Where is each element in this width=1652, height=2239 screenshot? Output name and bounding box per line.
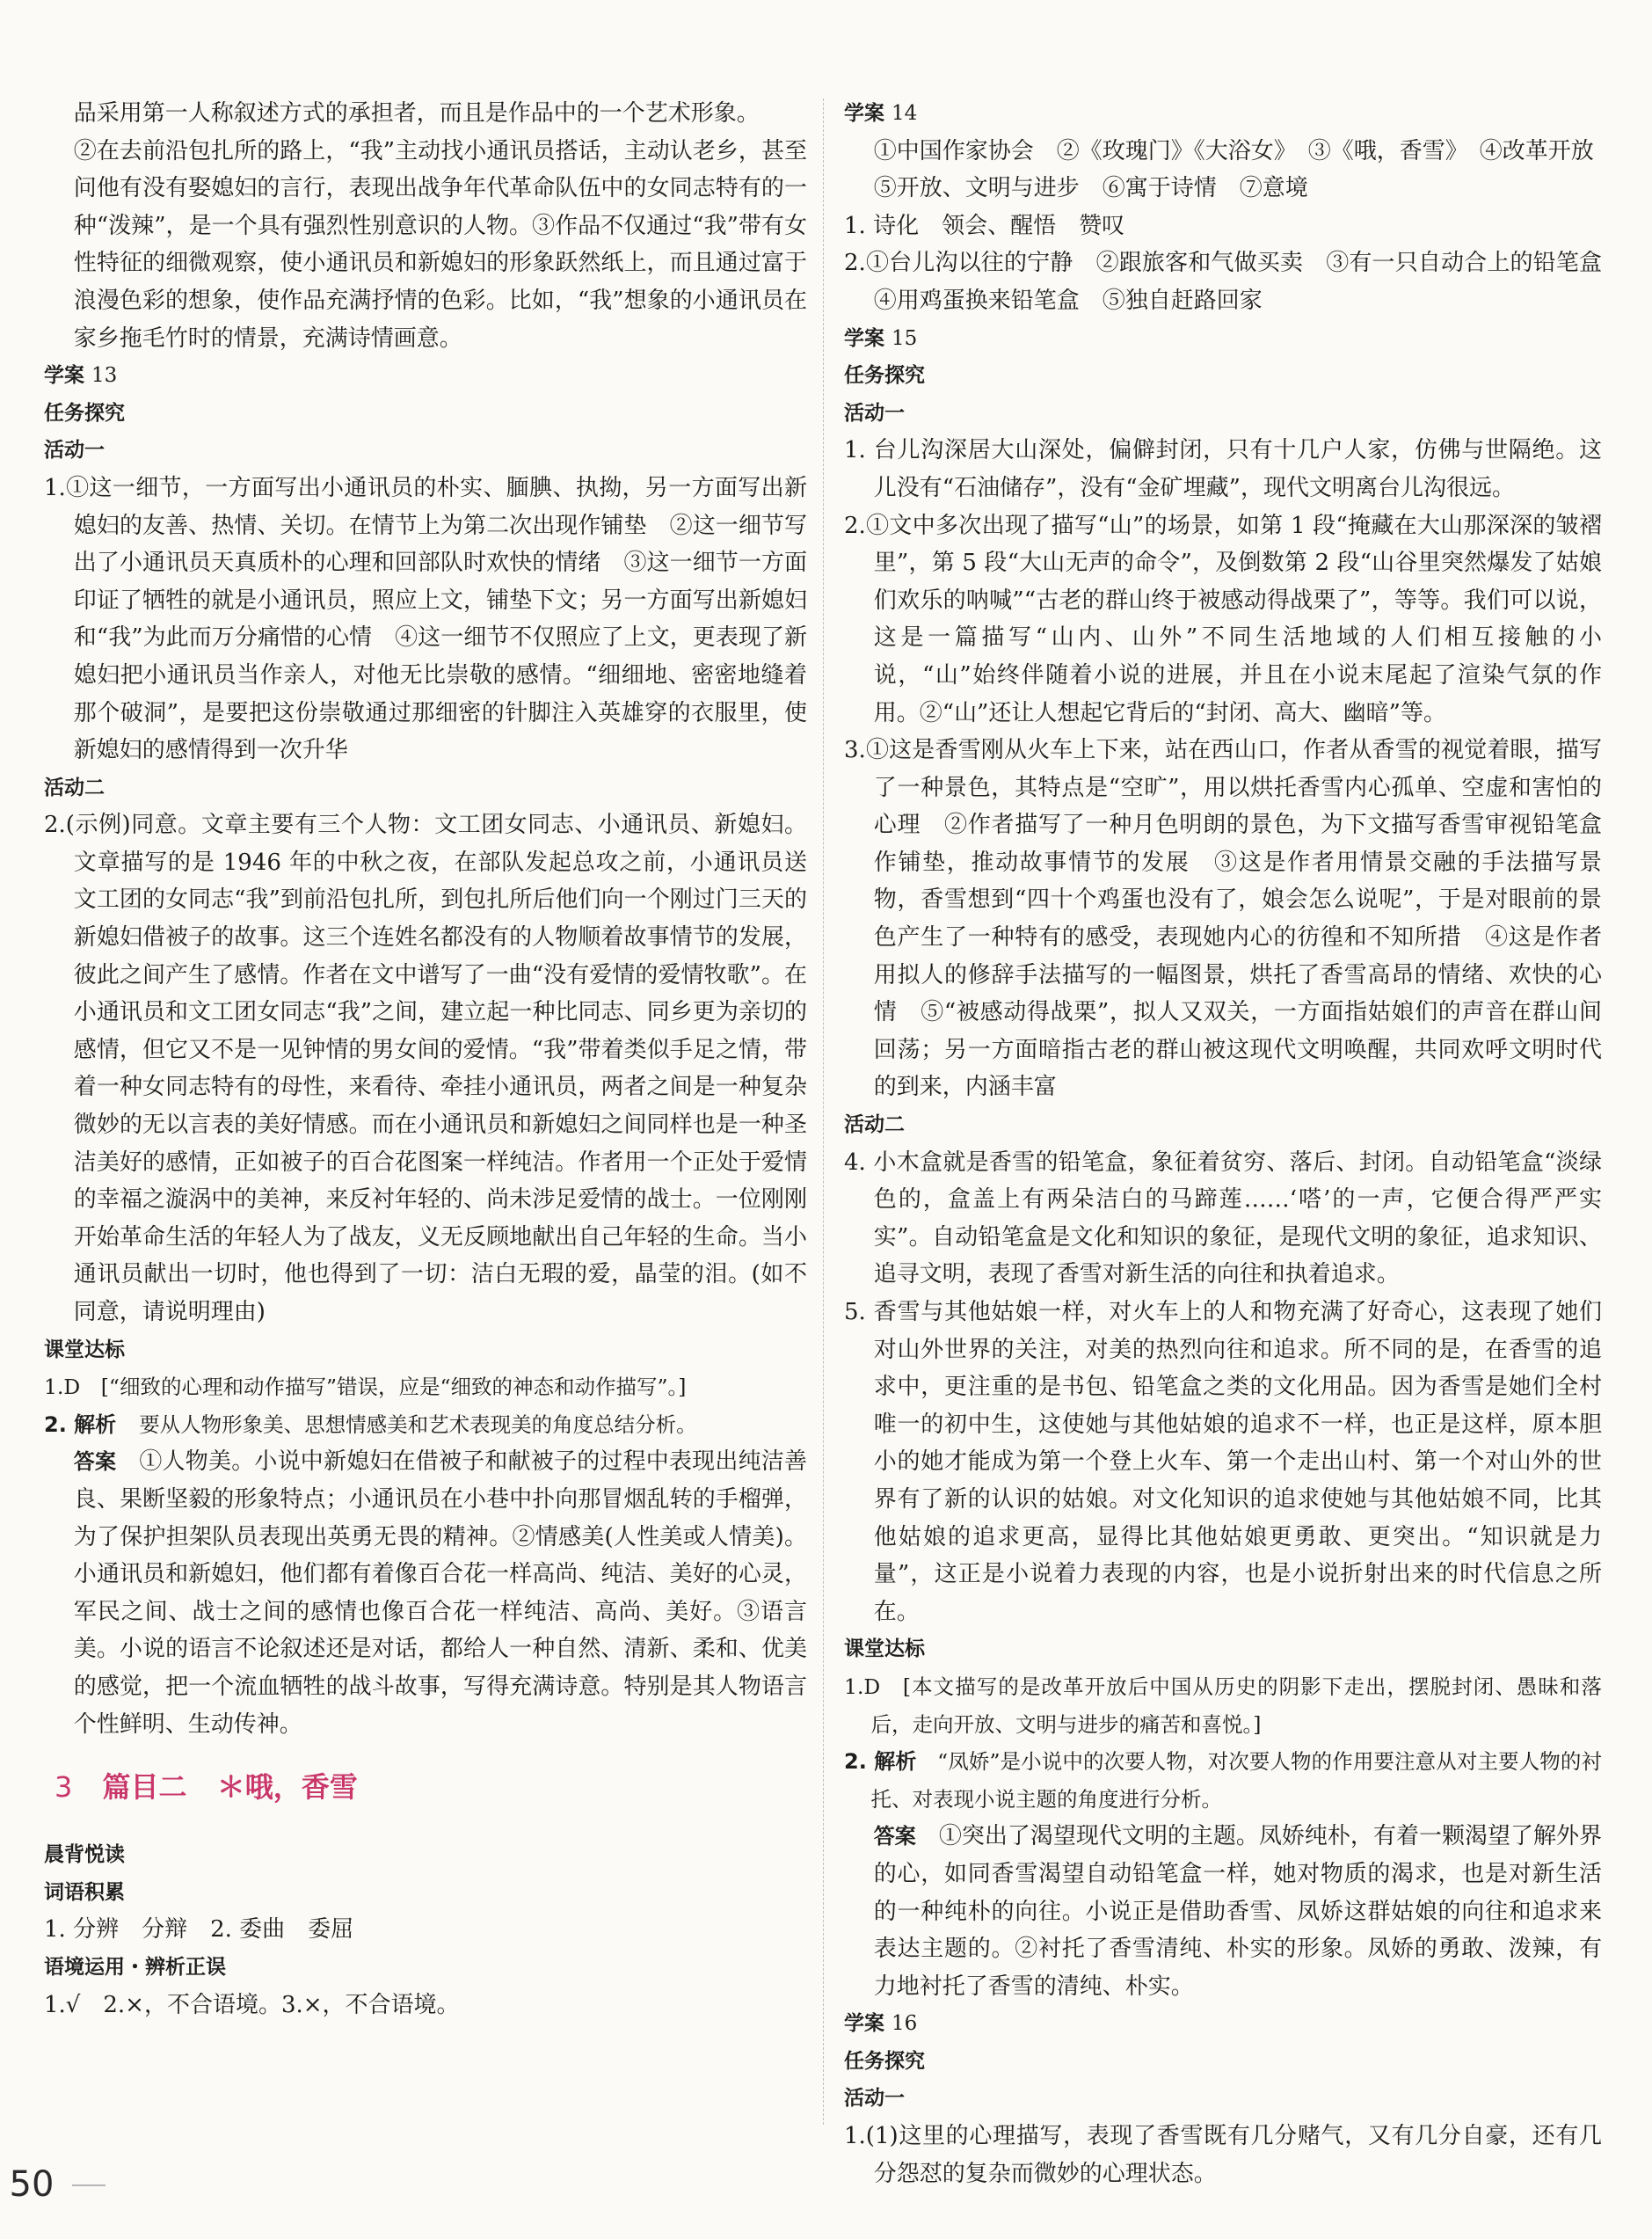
section-heading: 任务探究 [844, 364, 925, 388]
answer-item: 4. 小木盒就是香雪的铅笔盒，象征着贫穷、落后、封闭。自动铅笔盒“淡绿色的，盒盖上有两朵洁白的马蹄莲……‘嗒’的一声，它便合得严严实实”。自动铅笔盒是文化和知识的象征，是现代文明的象征，追求知识、追寻文明，表现了香雪对新生活的向往和执着追求。 [844, 1149, 1602, 1288]
answer-item: 2.①台儿沟以往的宁静 ②跟旅客和气做买卖 ③有一只自动合上的铅笔盒 ④用鸡蛋换来铅笔盒 ⑤独自赶路回家 [844, 250, 1626, 314]
column-divider [823, 98, 824, 2125]
paragraph: ②在去前沿包扎所的路上，“我”主动找小通讯员搭话，主动认老乡，甚至问他有没有娶媳妇的言行，表现出战争年代革命队伍中的女同志特有的一种“泼辣”，是一个具有强烈性别意识的人物。③作品不仅通过“我”带有女性特征的细微观察，使小通讯员和新媳妇的形象跃然纸上，而且通过富于浪漫色彩的想象，使作品充满抒情的色彩。比如，“我”想象的小通讯员在家乡拖毛竹时的情景，充满诗情画意。 [73, 137, 807, 352]
answer-item: ①中国作家协会 ②《玫瑰门》《大浴女》 ③《哦，香雪》 ④改革开放 [873, 137, 1594, 164]
answer-item: 1.(1)这里的心理描写，表现了香雪既有几分赌气，又有几分自豪，还有几分怨怼的复杂而微妙的心理状态。 [844, 2123, 1602, 2187]
answer-item: 答案 ①突出了渴望现代文明的主题。凤娇纯朴，有着一颗渴望了解外界的心，如同香雪渴望自动铅笔盒一样，她对物质的渴求，也是对新生活的一种纯朴的向往。小说正是借助香雪、凤娇这群姑娘的向往和追求来表达主题的。②衬托了香雪清纯、朴实的形象。凤娇的勇敢、泼辣，有力地衬托了香雪的清纯、朴实。 [873, 1823, 1602, 2000]
answer-item: 2.①文中多次出现了描写“山”的场景，如第 1 段“掩藏在大山那深深的皱褶里”，第 5 段“大山无声的命令”，及倒数第 2 段“山谷里突然爆发了姑娘们欢乐的呐喊”“古老的群山终于被感动得战栗了”，等等。我们可以说，这是一篇描写“山内、山外”不同生活地域的人们相互接触的小说，“山”始终伴随着小说的进展，并且在小说末尾起了渲染气氛的作用。②“山”还让人想起它背后的“封闭、高大、幽暗”等。 [844, 512, 1602, 726]
answer-item: 1. 分辨 分辩 2. 委曲 委屈 [44, 1916, 354, 1944]
answer-item: 1. 诗化 领会、醒悟 赞叹 [844, 212, 1125, 239]
section-heading: 活动一 [44, 439, 105, 463]
page-number-rule [72, 2184, 106, 2186]
answer-item: 1.√ 2.×，不合语境。3.×，不合语境。 [44, 1991, 460, 2018]
section-heading: 词语积累 [44, 1880, 125, 1904]
answer-item: 1.D [“细致的心理和动作描写”错误，应是“细致的神态和动作描写”。] [44, 1375, 687, 1400]
answer-item: 2.(示例)同意。文章主要有三个人物：文工团女同志、小通讯员、新媳妇。文章描写的是 1946 年的中秋之夜，在部队发起总攻之前，小通讯员送文工团的女同志“我”到前沿包扎所，到包扎所后他们向一个刚过门三天的新媳妇借被子的故事。这三个连姓名都没有的人物顺着故事情节的发展，彼此之间产生了感情。作者在文中谱写了一曲“没有爱情的爱情牧歌”。在小通讯员和文工团女同志“我”之间，建立起一种比同志、同乡更为亲切的感情，但它又不是一见钟情的男女间的爱情。“我”带着类似手足之情，带着一种女同志特有的母性，来看待、牵挂小通讯员，两者之间是一种复杂微妙的无以言表的美好情感。而在小通讯员和新媳妇之间同样也是一种圣洁美好的感情，正如被子的百合花图案一样纯洁。作者用一个正处于爱情的幸福之漩涡中的美神，来反衬年轻的、尚未涉足爱情的战士。一位刚刚开始革命生活的年轻人为了战友，义无反顾地献出自己年轻的生命。当小通讯员献出一切时，他也得到了一切：洁白无瑕的爱，晶莹的泪。(如不同意，请说明理由) [44, 812, 807, 1325]
section-heading: 晨背悦读 [44, 1843, 125, 1867]
answer-item: 2. 解析 “凤娇”是小说中的次要人物，对次要人物的作用要注意从对主要人物的衬托、对表现小说主题的角度进行分析。 [844, 1749, 1603, 1812]
section-heading: 学案 14 [844, 102, 918, 125]
section-heading: 活动一 [844, 401, 905, 425]
section-heading: 学案 13 [44, 364, 118, 388]
section-heading: 学案 16 [844, 2012, 918, 2036]
section-heading: 任务探究 [844, 2049, 925, 2073]
answer-item: ⑤开放、文明与进步 ⑥寓于诗情 ⑦意境 [873, 175, 1308, 202]
section-heading: 活动二 [44, 776, 105, 799]
section-heading: 活动二 [844, 1113, 905, 1137]
section-heading: 课堂达标 [44, 1338, 125, 1361]
section-heading: 学案 15 [844, 326, 918, 350]
left-column [44, 95, 807, 2024]
section-heading: 语境运用・辨析正误 [44, 1955, 226, 1979]
section-heading: 活动一 [844, 2087, 905, 2111]
page-number: 50 [9, 2164, 55, 2205]
right-column [844, 95, 1626, 2192]
answer-item: 答案 ①人物美。小说中新媳妇在借被子和献被子的过程中表现出纯洁善良、果断坚毅的形象特点；小通讯员在小巷中扑向那冒烟乱转的手榴弹，为了保护担架队员表现出英勇无畏的精神。②情感美(人性美或人情美)。小通讯员和新媳妇，他们都有着像百合花一样高尚、纯洁、美好的心灵，军民之间、战士之间的感情也像百合花一样纯洁、高尚、美好。③语言美。小说的语言不论叙述还是对话，都给人一种自然、清新、柔和、优美的感觉，把一个流血牺牲的战斗故事，写得充满诗意。特别是其人物语言个性鲜明、生动传神。 [73, 1448, 807, 1738]
paragraph: 品采用第一人称叙述方式的承担者，而且是作品中的一个艺术形象。 [73, 100, 760, 127]
answer-item: 1.①这一细节，一方面写出小通讯员的朴实、腼腆、执拗，另一方面写出新媳妇的友善、热情、关切。在情节上为第二次出现作铺垫 ②这一细节写出了小通讯员天真质朴的心理和回部队时欢快的情绪 ③这一细节一方面印证了牺牲的就是小通讯员，照应上文，铺垫下文；另一方面写出新媳妇和“我”为此而万分痛惜的心情 ④这一细节不仅照应了上文，更表现了新媳妇把小通讯员当作亲人，对他无比崇敬的感情。“细细地、密密地缝着那个破洞”，是要把这份崇敬通过那细密的针脚注入英雄穿的衣服里，使新媳妇的感情得到一次升华 [44, 474, 807, 764]
answer-item: 2. 解析 要从人物形象美、思想情感美和艺术表现美的角度总结分析。 [44, 1411, 697, 1437]
answer-item: 1. 台儿沟深居大山深处，偏僻封闭，只有十几户人家，仿佛与世隔绝。这儿没有“石油储存”，没有“金矿埋藏”，现代文明离台儿沟很远。 [844, 437, 1602, 501]
answer-item: 3.①这是香雪刚从火车上下来，站在西山口，作者从香雪的视觉着眼，描写了一种景色，其特点是“空旷”，用以烘托香雪内心孤单、空虚和害怕的心理 ②作者描写了一种月色明朗的景色，为下文描写香雪审视铅笔盒作铺垫，推动故事情节的发展 ③这是作者用情景交融的手法描写景物，香雪想到“四十个鸡蛋也没有了，娘会怎么说呢”，于是对眼前的景色产生了一种特有的感受，表现她内心的彷徨和不知所措 ④这是作者用拟人的修辞手法描写的一幅图景，烘托了香雪高昂的情绪、欢快的心情 ⑤“被感动得战栗”，拟人又双关，一方面指姑娘们的声音在群山间回荡；另一方面暗指古老的群山被这现代文明唤醒，共同欢呼文明时代的到来，内涵丰富 [844, 737, 1602, 1101]
answer-item: 5. 香雪与其他姑娘一样，对火车上的人和物充满了好奇心，这表现了她们对山外世界的关注，对美的热烈向往和追求。所不同的是，在香雪的追求中，更注重的是书包、铅笔盒之类的文化用品。因为香雪是她们全村唯一的初中生，这使她与其他姑娘的追求不一样，也正是这样，原本胆小的她才能成为第一个登上火车、第一个走出山村、第一个对山外的世界有了新的认识的姑娘。对文化知识的追求使她与其他姑娘不同，比其他姑娘的追求更高，显得比其他姑娘更勇敢、更突出。“知识就是力量”，这正是小说着力表现的内容，也是小说折射出来的时代信息之所在。 [844, 1299, 1602, 1625]
chapter-title: 3 篇目二 ＊哦，香雪 [55, 1770, 358, 1805]
section-heading: 课堂达标 [844, 1637, 925, 1661]
section-heading: 任务探究 [44, 401, 125, 425]
answer-item: 1.D [本文描写的是改革开放后中国从历史的阴影下走出，摆脱封闭、愚昧和落后，走向开放、文明与进步的痛苦和喜悦。] [844, 1674, 1602, 1737]
